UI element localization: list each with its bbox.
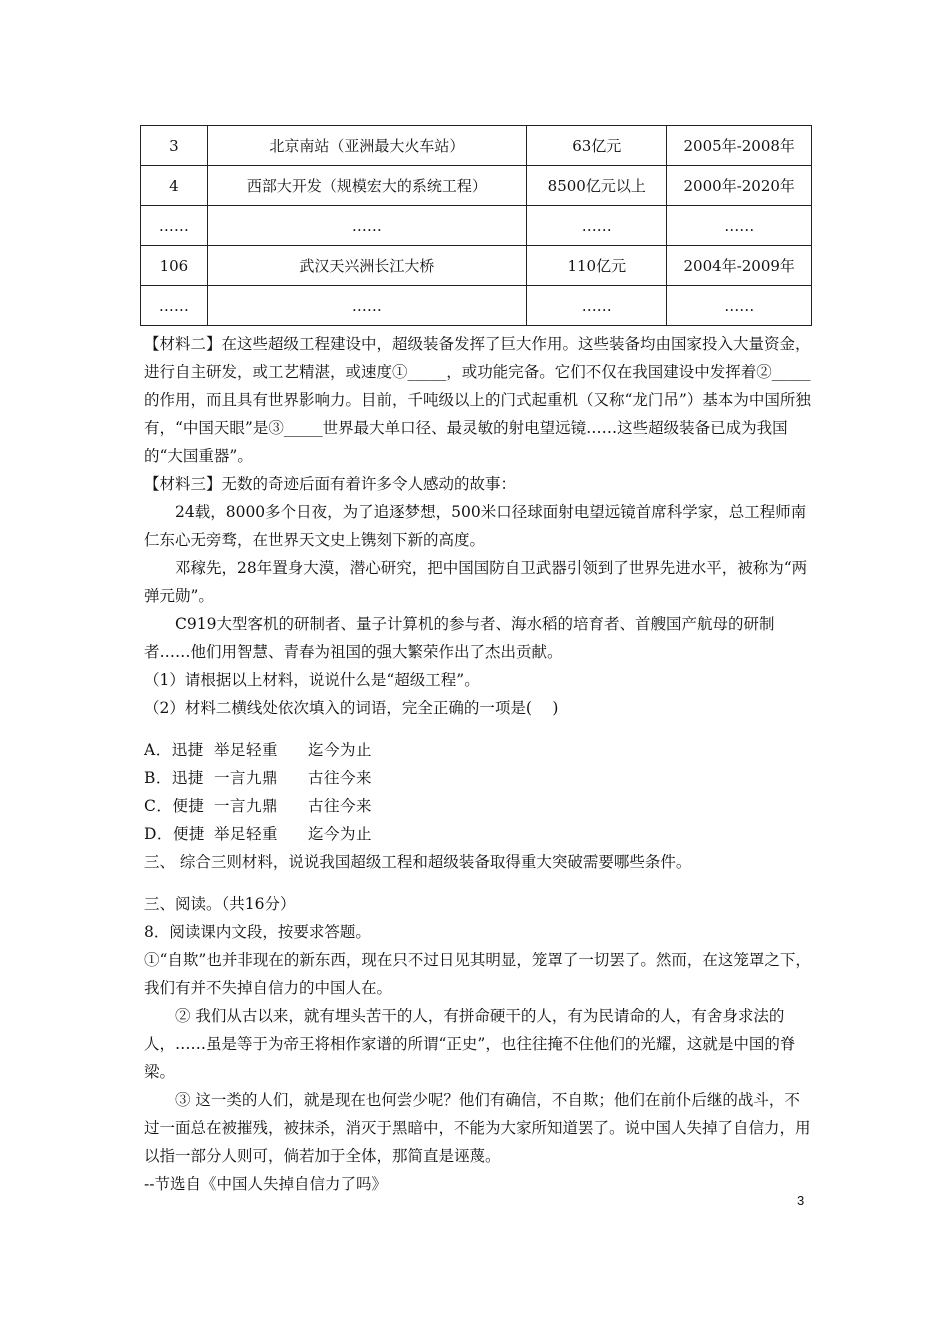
- table-cell-investment: ……: [527, 206, 667, 246]
- question-two: （2）材料二横线处依次填入的词语，完全正确的一项是( ): [144, 699, 559, 717]
- question-one: （1）请根据以上材料，说说什么是“超级工程”。: [144, 671, 480, 689]
- option-c: [144, 792, 812, 820]
- table-row: [141, 126, 812, 166]
- reading-source: --节选自《中国人失掉自信力了吗》: [144, 1175, 387, 1193]
- spacer: [144, 876, 812, 890]
- table-cell-period: 2004年-2009年: [667, 246, 812, 286]
- table-row: [141, 286, 812, 326]
- table-cell-investment: 8500亿元以上: [527, 166, 667, 206]
- option-label: D．便捷: [144, 825, 205, 843]
- table-cell-project: 北京南站（亚洲最大火车站）: [207, 126, 526, 166]
- spacer: [144, 722, 812, 736]
- option-term: 举足轻重: [214, 741, 279, 759]
- page-number: 3: [797, 1193, 805, 1208]
- option-label: A．迅捷: [144, 741, 204, 759]
- table-cell-investment: 63亿元: [527, 126, 667, 166]
- table-row: [141, 206, 812, 246]
- table-cell-investment: 110亿元: [527, 246, 667, 286]
- material-three-paragraph: 24载，8000多个日夜，为了追逐梦想，500米口径球面射电望远镜首席科学家，总工程师南仁东心无旁骛，在世界天文史上镌刻下新的高度。: [144, 503, 807, 549]
- option-b: [144, 764, 812, 792]
- option-term: 古往今来: [308, 797, 373, 815]
- super-projects-table: [140, 125, 812, 326]
- reading-paragraph: ② 我们从古以来，就有埋头苦干的人，有拼命硬干的人，有为民请命的人，有舍身求法的人，……虽是等于为帝王将相作家谱的所谓“正史”，也往往掩不住他们的光耀，这就是中国的脊梁。: [144, 1007, 796, 1081]
- table-cell-period: 2000年-2020年: [667, 166, 812, 206]
- table-cell-project: 西部大开发（规模宏大的系统工程）: [207, 166, 526, 206]
- question-three: 三、 综合三则材料，说说我国超级工程和超级装备取得重大突破需要哪些条件。: [144, 853, 692, 871]
- table-cell-index: ……: [141, 286, 208, 326]
- table-cell-project: ……: [207, 206, 526, 246]
- option-d: [144, 820, 812, 848]
- table-row: [141, 246, 812, 286]
- section-heading: 三、阅读。（共16分）: [144, 895, 296, 913]
- option-term: 一言九鼎: [214, 797, 279, 815]
- option-term: 一言九鼎: [214, 769, 279, 787]
- table-cell-period: ……: [667, 206, 812, 246]
- table-cell-period: 2005年-2008年: [667, 126, 812, 166]
- reading-paragraph: ①“自欺”也并非现在的新东西，现在只不过日见其明显，笼罩了一切罢了。然而，在这笼罩之下，我们有并不失掉自信力的中国人在。: [144, 951, 811, 997]
- material-three-paragraph: C919大型客机的研制者、量子计算机的参与者、海水稻的培育者、首艘国产航母的研制者……他们用智慧、青春为祖国的强大繁荣作出了杰出贡献。: [144, 615, 775, 661]
- material-three-heading: 【材料三】无数的奇迹后面有着许多令人感动的故事：: [144, 475, 517, 493]
- option-label: C．便捷: [144, 797, 205, 815]
- option-term: 迄今为止: [308, 825, 373, 843]
- table-cell-project: 武汉天兴洲长江大桥: [207, 246, 526, 286]
- option-a: [144, 736, 812, 764]
- option-term: 古往今来: [308, 769, 373, 787]
- option-term: 举足轻重: [214, 825, 279, 843]
- material-two-paragraph: 【材料二】在这些超级工程建设中，超级装备发挥了巨大作用。这些装备均由国家投入大量资金，进行自主研发，或工艺精湛，或速度①_____，或功能完备。它们不仅在我国建设中发挥着②_____的作用，而且具有世界影响力。目前，千吨级以上的门式起重机（又称“龙门吊”）基本为中国所独有，“中国天眼”是③_____世界最大单口径、最灵敏的射电望远镜……这些超级装备已成为我国的“大国重器”。: [144, 335, 811, 465]
- table-cell-index: ……: [141, 206, 208, 246]
- option-term: 迄今为止: [308, 741, 373, 759]
- table-row: [141, 166, 812, 206]
- reading-paragraph: ③ 这一类的人们，就是现在也何尝少呢？他们有确信，不自欺；他们在前仆后继的战斗，不过一面总在被摧残，被抹杀，消灭于黑暗中，不能为大家所知道罢了。说中国人失掉了自信力，用以指一部分人则可，倘若加于全体，那简直是诬蔑。: [144, 1091, 811, 1165]
- question-eight: 8．阅读课内文段，按要求答题。: [144, 923, 371, 941]
- table-cell-index: 3: [141, 126, 208, 166]
- document-body: [144, 330, 812, 1198]
- material-three-paragraph: 邓稼先，28年置身大漠，潜心研究，把中国国防自卫武器引领到了世界先进水平，被称为“两弹元勋”。: [144, 559, 808, 605]
- table-cell-project: ……: [207, 286, 526, 326]
- table-cell-investment: ……: [527, 286, 667, 326]
- option-label: B．迅捷: [144, 769, 204, 787]
- table-cell-index: 4: [141, 166, 208, 206]
- table-cell-index: 106: [141, 246, 208, 286]
- table-cell-period: ……: [667, 286, 812, 326]
